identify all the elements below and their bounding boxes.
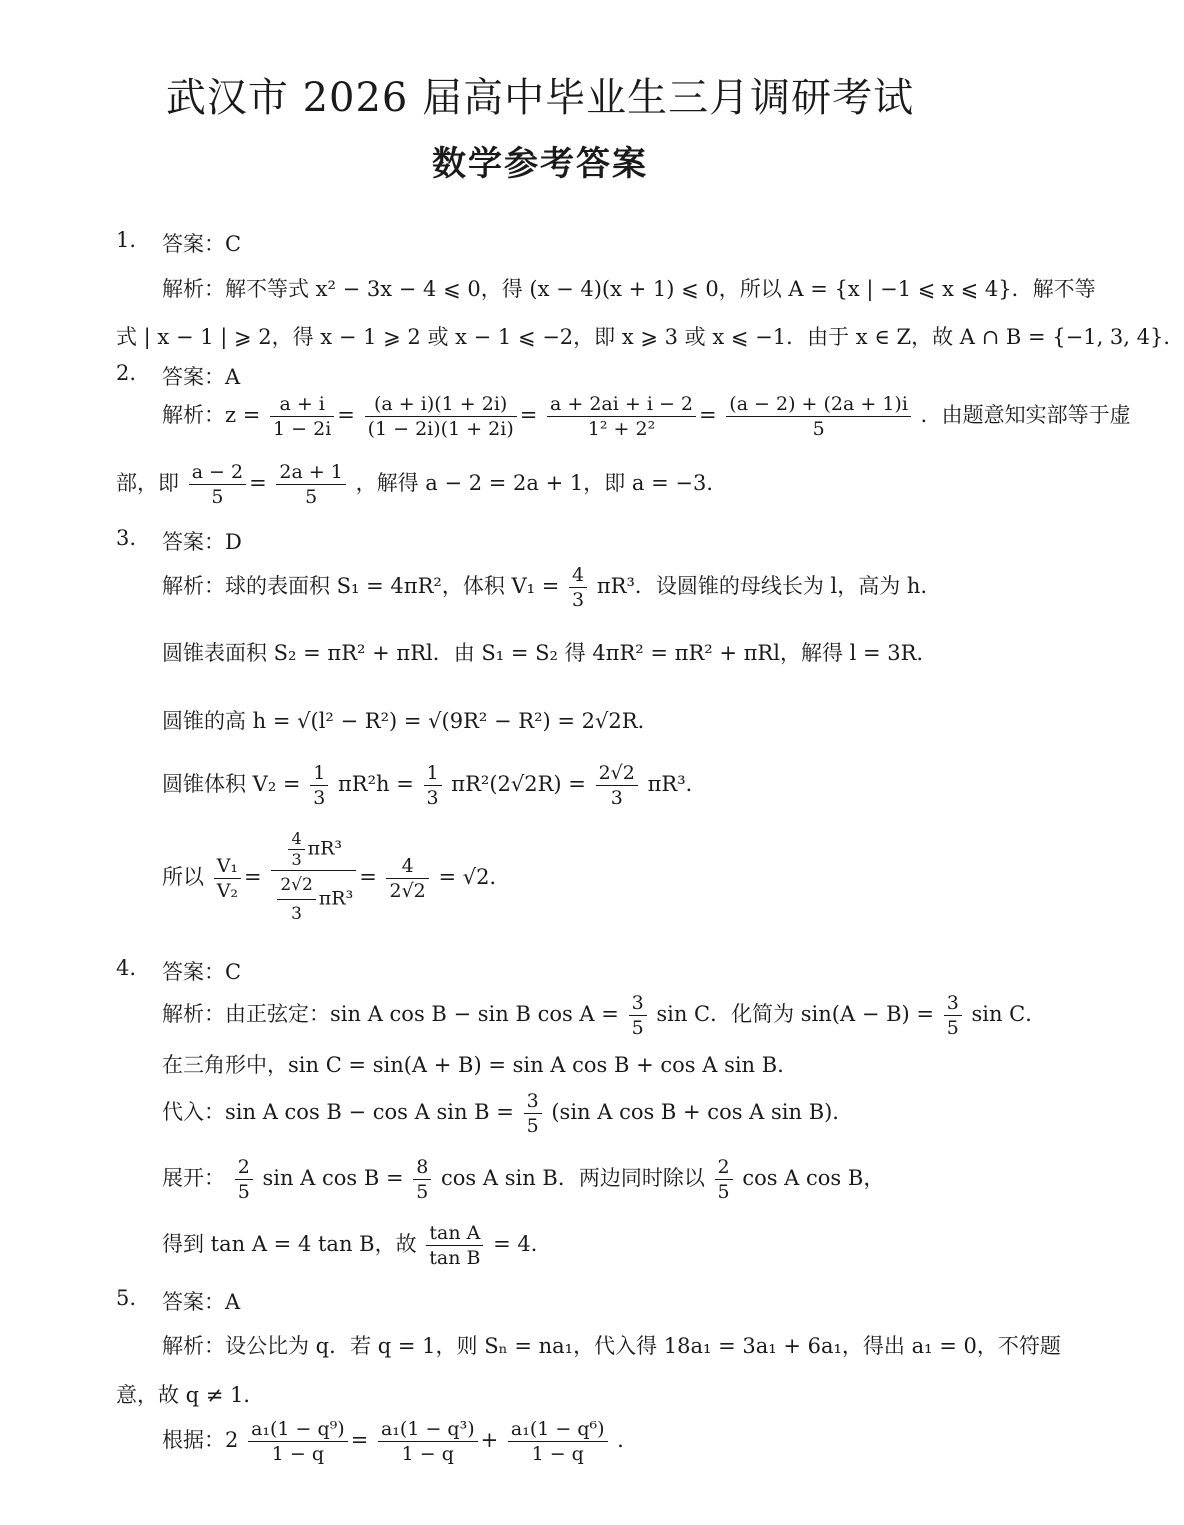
q2-fraction-3: $\frac{a + 2ai + i - 2}{\text{1² + 2²}}$ [547,393,696,440]
q2-l2-prefix: 部，即 [116,471,179,495]
q3-l5-compound-fraction: $\frac{4}{3}$ πR³ $\frac{2√2}{3}$ πR³ [271,830,356,927]
q4-l1-prefix: 解析：由正弦定：sin A cos B − sin B cos A = [162,1002,619,1026]
q4-l4-suffix: cos A cos B， [742,1166,885,1190]
q1-solution-line2: 式 | x − 1 | ⩾ 2，得 x − 1 ⩾ 2 或 x − 1 ⩽ −2，即 x ⩾ 3 或 x ⩽ −1．由于 x ∈ Z，故 A ∩ B = {−1, 3, 4}． [116,325,1184,349]
q4-l3-suffix: (sin A cos B + cos A sin B)． [551,1100,854,1124]
q3-l5-ratio: $\frac{\text{V₁}}{\text{V₂}}$ [214,855,241,902]
page-subtitle: 数学参考答案 [432,144,648,184]
q3-l4-suffix: πR³． [647,772,707,796]
q3-solution-line3: 圆锥的高 h = √(l² − R²) = √(9R² − R²) = 2√2R． [162,709,659,733]
q5-l3-fraction-3: $\frac{\text{a₁(1 − q⁶)}}{1 - q}$ [508,1418,608,1465]
q3-solution-line1 [162,564,941,611]
q2-answer: 答案：A [162,365,241,389]
q5-l3-prefix: 根据：2 [162,1428,239,1452]
q3-l4-mid2: πR²(2√2R) = [451,772,586,796]
q1-solution-line1: 解析：解不等式 x² − 3x − 4 ⩽ 0，得 (x − 4)(x + 1) ⩽ 0，所以 A = {x | −1 ⩽ x ⩽ 4}．解不等 [162,277,1096,301]
q3-l5-suffix: = √2． [438,865,511,889]
q4-l3-fraction: $\frac{3}{5}$ [524,1090,542,1137]
q2-fraction-4: $\frac{(a - 2) + (2a + 1)i}{5}$ [726,393,911,440]
q4-l4-mid1: sin A cos B = [262,1166,404,1190]
q2-l1-prefix: 解析：z = [162,403,261,427]
q4-solution-line2: 在三角形中，sin C = sin(A + B) = sin A cos B + cos A sin B． [162,1053,799,1077]
q4-l1-suffix: sin C． [971,1002,1047,1026]
q4-solution-line1 [162,992,1046,1039]
q4-l4-prefix: 展开： [162,1166,225,1190]
q3-l5-prefix: 所以 [162,865,204,889]
q2-fraction-5: $\frac{a - 2}{5}$ [189,461,246,508]
q5-number: 5. [116,1286,137,1310]
q4-l1-fraction-1: $\frac{3}{5}$ [629,992,647,1039]
q3-l1-suffix: πR³．设圆锥的母线长为 l，高为 h． [596,574,942,598]
q4-l4-fraction-2: $\frac{8}{5}$ [413,1156,431,1203]
q4-l5-fraction: $\frac{\text{tan A}}{\text{tan B}}$ [426,1222,483,1269]
q4-solution-line5 [162,1222,552,1269]
q2-fraction-2: $\frac{(a + i)(1 + 2i)}{(1 - 2i)(1 + 2i)}$ [365,393,517,440]
q3-l5-fraction-2: $\frac{4}{2√2}$ [386,855,428,902]
q3-l1-prefix: 解析：球的表面积 S₁ = 4πR²，体积 V₁ = [162,574,560,598]
q3-l4-fraction-3: $\frac{2√2}{3}$ [596,762,638,809]
q3-solution-line4 [162,762,707,809]
q1-answer: 答案：C [162,232,242,256]
q5-l3-fraction-2: $\frac{\text{a₁(1 − q³)}}{1 - q}$ [378,1418,478,1465]
q3-solution-line5: 所以 $\frac{\text{V₁}}{\text{V₂}}$ = $\frac{4}{3}$ πR³ $\frac{2√2}{3}$ πR³ = $\frac{4}{2√2}$ = √2． [162,830,510,927]
q4-l1-fraction-2: $\frac{3}{5}$ [944,992,962,1039]
q4-l4-fraction-1: $\frac{2}{5}$ [235,1156,253,1203]
q1-number: 1. [116,228,137,252]
q4-solution-line3 [162,1090,853,1137]
q4-answer: 答案：C [162,960,242,984]
q3-l1-fraction: $\frac{4}{3}$ [569,564,587,611]
q2-l2-suffix: ，解得 a − 2 = 2a + 1，即 a = −3． [355,471,728,495]
q3-l4-fraction-1: $\frac{1}{3}$ [310,762,328,809]
q5-l3-fraction-1: $\frac{\text{a₁(1 − q⁹)}}{1 - q}$ [248,1418,348,1465]
q5-solution-line3: 根据：2 $\frac{\text{a₁(1 − q⁹)}}{1 - q}$ = $\frac{\text{a₁(1 − q³)}}{1 - q}$ + $\frac{\text{a₁(1 − q⁶)}}{1 - q}$ ． [162,1418,639,1465]
q4-l5-suffix: = 4． [493,1232,552,1256]
q5-solution-line1: 解析：设公比为 q．若 q = 1，则 Sₙ = na₁，代入得 18a₁ = 3a₁ + 6a₁，得出 a₁ = 0，不符题 [162,1334,1061,1358]
q3-l4-mid1: πR²h = [338,772,414,796]
q2-fraction-6: $\frac{2a + 1}{5}$ [276,461,346,508]
q5-answer: 答案：A [162,1290,241,1314]
q2-number: 2. [116,361,137,385]
q4-l4-fraction-3: $\frac{2}{5}$ [715,1156,733,1203]
q3-l4-prefix: 圆锥体积 V₂ = [162,772,301,796]
q2-solution-line2: 部，即 $\frac{a - 2}{5}$ = $\frac{2a + 1}{5}$ ，解得 a − 2 = 2a + 1，即 a = −3． [116,461,728,508]
q4-l3-prefix: 代入：sin A cos B − cos A sin B = [162,1100,514,1124]
q5-solution-line2: 意，故 q ≠ 1． [116,1383,265,1407]
q2-l1-suffix: ．由题意知实部等于虚 [920,403,1131,427]
q3-l4-fraction-2: $\frac{1}{3}$ [424,762,442,809]
q4-l1-mid: sin C．化简为 sin(A − B) = [656,1002,934,1026]
q2-fraction-1: $\frac{a + i}{1 - 2i}$ [270,393,334,440]
q4-l5-prefix: 得到 tan A = 4 tan B，故 [162,1232,417,1256]
q4-solution-line4 [162,1156,884,1203]
q4-l4-mid2: cos A sin B．两边同时除以 [441,1166,705,1190]
q3-answer: 答案：D [162,530,242,554]
q2-solution-line1: 解析：z = $\frac{a + i}{1 - 2i}$ = $\frac{(a + i)(1 + 2i)}{(1 - 2i)(1 + 2i)}$ = $\frac{a + 2ai + i - 2}{\text{1² + 2²}}$ = $\frac{(a - 2) + (2a + 1)i}{5}$ ．由题意知实部等于虚 [162,393,1131,440]
q3-solution-line2: 圆锥表面积 S₂ = πR² + πRl．由 S₁ = S₂ 得 4πR² = πR² + πRl，解得 l = 3R． [162,641,938,665]
q5-l3-suffix: ． [617,1428,639,1452]
q4-number: 4. [116,956,137,980]
q3-number: 3. [116,526,137,550]
page-title: 武汉市 2026 届高中毕业生三月调研考试 [165,75,915,121]
